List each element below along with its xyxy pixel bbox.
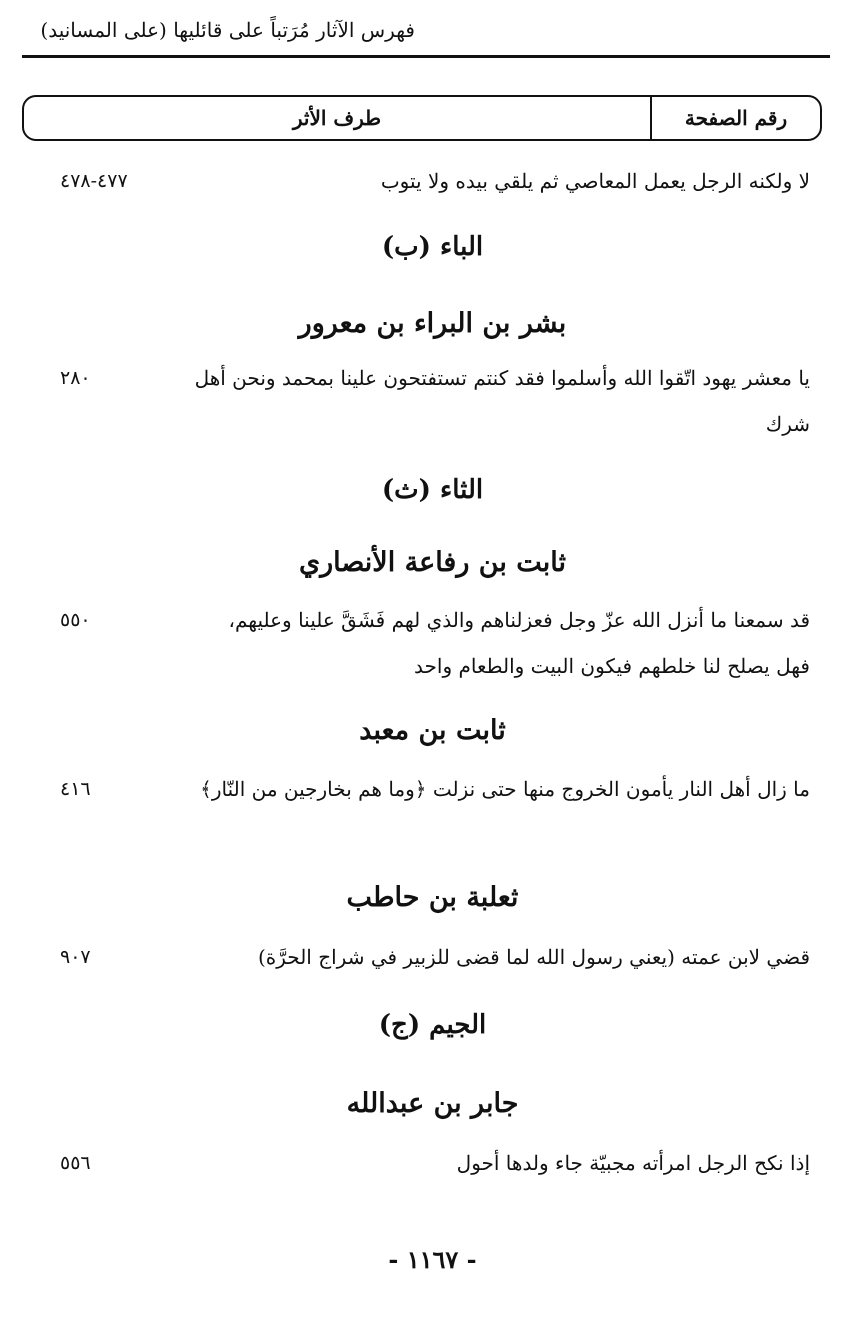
entry-page-number: ٢٨٠ <box>60 367 91 389</box>
table-header <box>22 95 822 141</box>
entry-text: لا ولكنه الرجل يعمل المعاصي ثم يلقي بيده ولا يتوب <box>380 169 810 193</box>
page-number: - ١١٦٧ - <box>388 1245 477 1274</box>
narrator-heading: بشر بن البراء بن معرور <box>298 308 567 339</box>
entry-text: إذا نكح الرجل امرأته مجبيّة جاء ولدها أحول <box>456 1151 810 1175</box>
narrator-heading: ثابت بن رفاعة الأنصاري <box>298 547 567 578</box>
letter-heading: الثاء (ث) <box>381 475 484 505</box>
narrator-heading: جابر بن عبدالله <box>346 1088 519 1119</box>
entry-page-number: ٤١٦ <box>60 778 91 800</box>
entry-page-number: ٩٠٧ <box>60 946 91 968</box>
letter-heading: الباء (ب) <box>381 232 484 262</box>
entry-text: قد سمعنا ما أنزل الله عزّ وجل فعزلناهم والذي لهم فَشَقَّ علينا وعليهم، فهل يصلح لنا خلطهم فيكون البيت والطعام واحد <box>228 608 810 678</box>
header-rule <box>22 55 830 58</box>
entry-page-number: ٥٥٦ <box>60 1152 91 1174</box>
entry-page-number: ٤٧٧-٤٧٨ <box>60 170 128 192</box>
entry-text: يا معشر يهود اتّقوا الله وأسلموا فقد كنتم تستفتحون علينا بمحمد ونحن أهل شرك <box>194 366 810 436</box>
entry-page-number: ٥٥٠ <box>60 609 91 631</box>
running-header: فهرس الآثار مُرَتباً على قائليها (على المسانيد) <box>40 18 415 42</box>
narrator-heading: ثابت بن معبد <box>359 715 506 746</box>
page-column-header: رقم الصفحة <box>650 97 820 139</box>
narrator-heading: ثعلبة بن حاطب <box>346 882 519 913</box>
letter-heading: الجيم (ج) <box>378 1010 487 1040</box>
entry-text: ما زال أهل النار يأمون الخروج منها حتى نزلت ﴿وما هم بخارجين من النّار﴾ <box>200 777 810 801</box>
entry-text: قضي لابن عمته (يعني رسول الله لما قضى للزبير في شراج الحرَّة) <box>257 945 810 969</box>
text-column-header: طرف الأثر <box>292 106 382 130</box>
